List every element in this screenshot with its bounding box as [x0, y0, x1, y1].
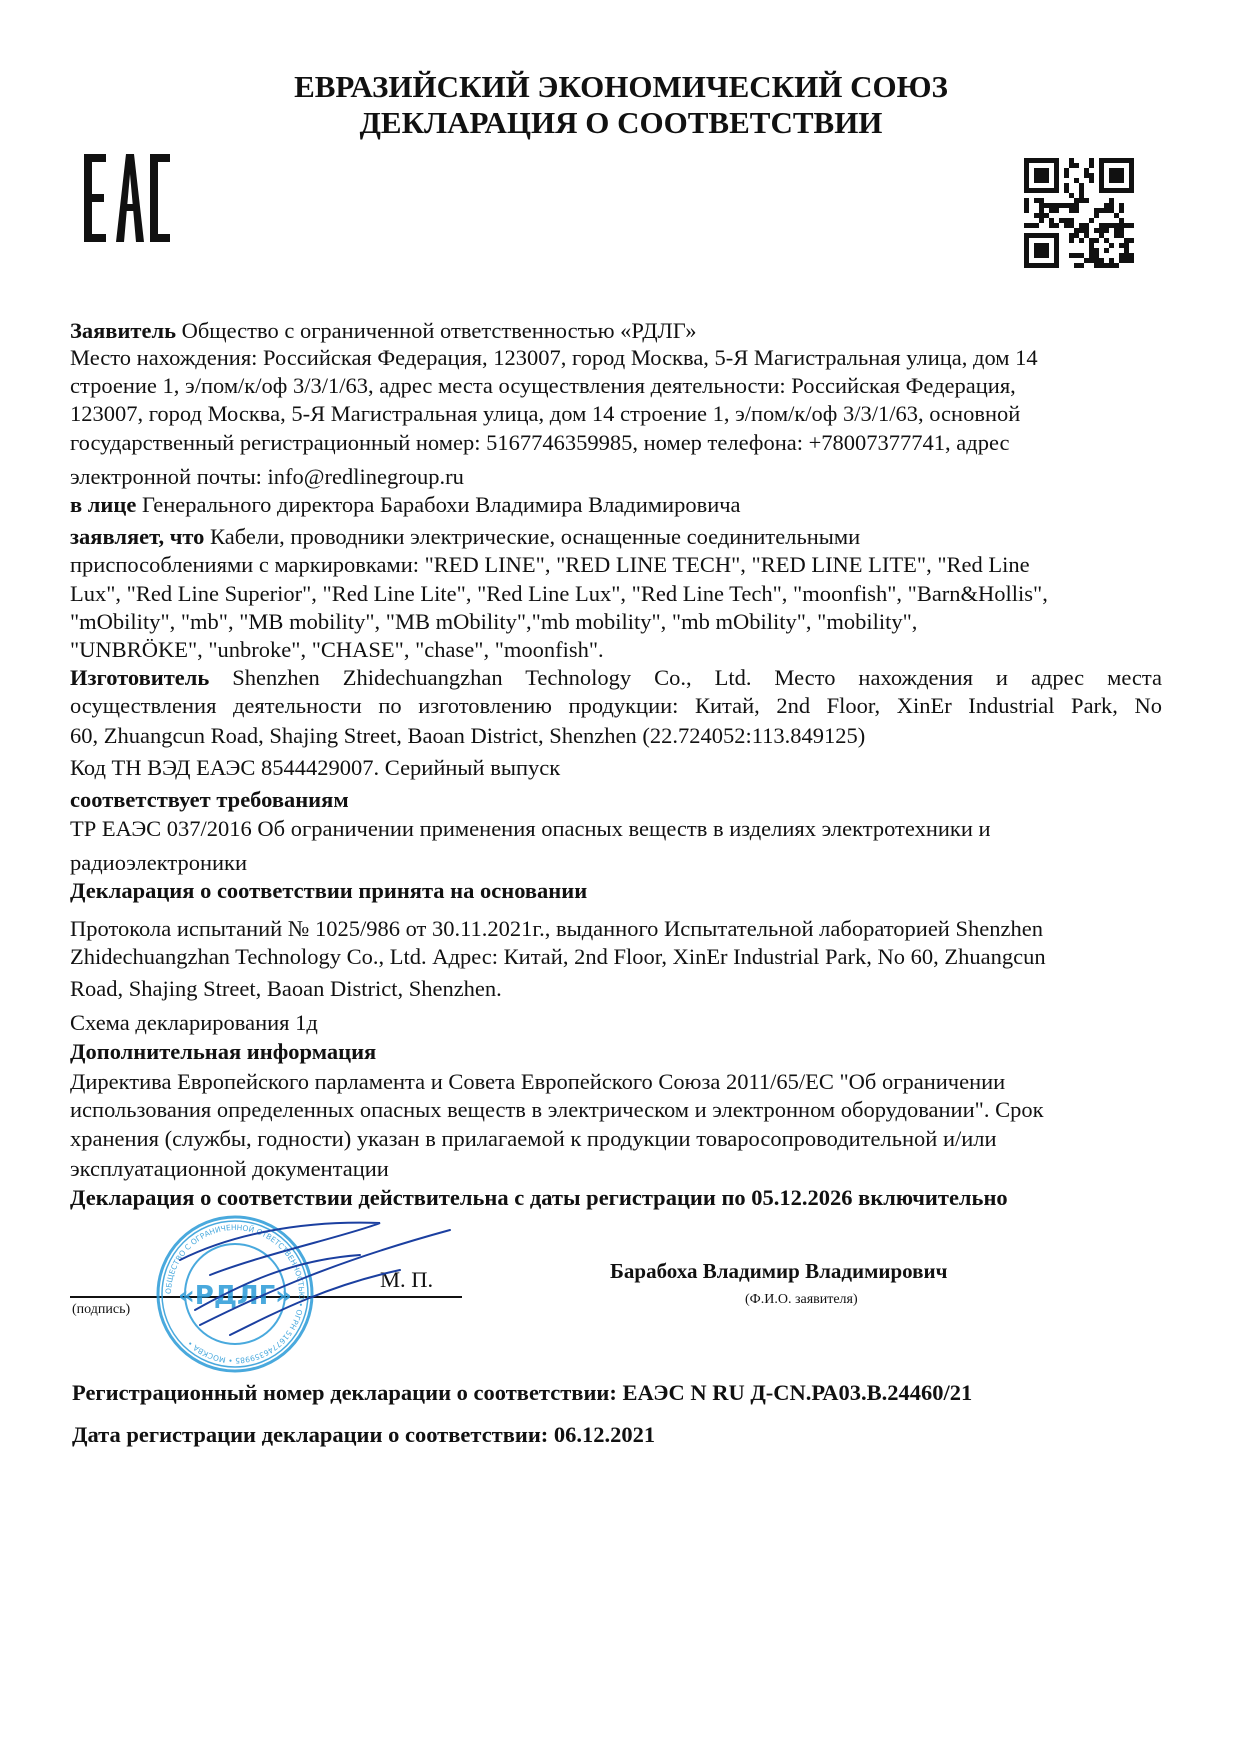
- document-title: ДЕКЛАРАЦИЯ О СООТВЕТСТВИИ: [359, 105, 883, 140]
- applicant-label: Заявитель: [70, 318, 176, 343]
- represented-line: [70, 492, 741, 518]
- union-title: ЕВРАЗИЙСКИЙ ЭКОНОМИЧЕСКИЙ СОЮЗ: [294, 69, 948, 104]
- stamp-ring-text: ОБЩЕСТВО С ОГРАНИЧЕННОЙ ОТВЕТСТВЕННОСТЬЮ • ОГРН 5167746359985 • МОСКВА •: [163, 1222, 307, 1366]
- validity-statement: Декларация о соответствии действительна с даты регистрации по 05.12.2026 включительно: [70, 1185, 1008, 1210]
- registration-number: Регистрационный номер декларации о соответствии: ЕАЭС N RU Д-CN.РА03.В.24460/21: [72, 1380, 973, 1405]
- applicant-email-line: электронной почты: info@redlinegroup.ru: [70, 464, 464, 489]
- represented-label: в лице: [70, 492, 137, 517]
- eac-logo-icon: [84, 154, 170, 242]
- represented-text: Генерального директора Барабохи Владимира Владимировича: [141, 492, 741, 517]
- declares-line: [70, 524, 860, 550]
- product-marks-line: "mObility", "mb", "MB mobility", "MB mObility","mb mobility", "mb mObility", "mobility",: [70, 609, 918, 634]
- additional-line: Директива Европейского парламента и Совета Европейского Союза 2011/65/ЕС "Об ограничении: [70, 1069, 1006, 1094]
- qr-code-icon: [1024, 157, 1134, 269]
- manufacturer-address-line: осуществления деятельности по изготовлению продукции: Китай, 2nd Floor, XinEr Industrial Park, No: [70, 693, 1162, 718]
- applicant-address-line: государственный регистрационный номер: 5167746359985, номер телефона: +78007377741, адрес: [70, 430, 1010, 455]
- protocol-line: Протокола испытаний № 1025/986 от 30.11.2021г., выданного Испытательной лабораторией Shenzhen: [70, 916, 1043, 941]
- stamp-center-text: «РДЛГ»: [178, 1281, 292, 1311]
- applicant-line: [70, 318, 697, 344]
- product-description: Кабели, проводники электрические, оснащенные соединительными: [210, 524, 861, 549]
- conforms-heading: соответствует требованиям: [70, 787, 349, 812]
- product-marks-line: приспособлениями с маркировками: "RED LINE", "RED LINE TECH", "RED LINE LITE", "Red Line: [70, 552, 1030, 577]
- regulation-line: радиоэлектроники: [70, 850, 248, 875]
- applicant-name: Общество с ограниченной ответственностью «РДЛГ»: [181, 318, 697, 343]
- applicant-address-line: Место нахождения: Российская Федерация, 123007, город Москва, 5-Я Магистральная улица, дом 14: [70, 345, 1038, 370]
- registration-date: Дата регистрации декларации о соответствии: 06.12.2021: [72, 1422, 656, 1447]
- declares-label: заявляет, что: [70, 524, 205, 549]
- additional-heading: Дополнительная информация: [70, 1039, 377, 1064]
- basis-heading: Декларация о соответствии принята на основании: [70, 878, 588, 903]
- additional-line: хранения (службы, годности) указан в прилагаемой к продукции товаросопроводительной и/или: [70, 1126, 997, 1151]
- protocol-line: Road, Shajing Street, Baoan District, Shenzhen.: [70, 976, 502, 1001]
- manufacturer-address-line: 60, Zhuangcun Road, Shajing Street, Baoan District, Shenzhen (22.724052:113.849125): [70, 723, 866, 748]
- handwritten-signature-icon: [170, 1215, 470, 1345]
- manufacturer-name: Shenzhen Zhidechuangzhan Technology Co., Ltd. Место нахождения и адрес места: [232, 665, 1162, 690]
- protocol-line: Zhidechuangzhan Technology Co., Ltd. Адрес: Китай, 2nd Floor, XinEr Industrial Park, No 60, Zhuangcun: [70, 944, 1046, 969]
- regulation-line: ТР ЕАЭС 037/2016 Об ограничении применения опасных веществ в изделиях электротехники и: [70, 816, 991, 841]
- signer-name: Барабоха Владимир Владимирович: [610, 1259, 948, 1283]
- signer-name-caption: (Ф.И.О. заявителя): [745, 1292, 858, 1307]
- applicant-address-line: строение 1, э/пом/к/оф 3/3/1/63, адрес места осуществления деятельности: Российская Федерация,: [70, 373, 1016, 398]
- signature-caption: (подпись): [72, 1302, 131, 1317]
- additional-line: использования определенных опасных веществ в электрическом и электронном оборудовании". Срок: [70, 1097, 1044, 1122]
- hs-code: Код ТН ВЭД ЕАЭС 8544429007. Серийный выпуск: [70, 755, 561, 780]
- applicant-address-line: 123007, город Москва, 5-Я Магистральная улица, дом 14 строение 1, э/пом/к/оф 3/3/1/63, основной: [70, 401, 1021, 426]
- declaration-scheme: Схема декларирования 1д: [70, 1010, 318, 1035]
- product-marks-line: "UNBRÖKE", "unbroke", "CHASE", "chase", "moonfish".: [70, 637, 604, 662]
- manufacturer-label: Изготовитель: [70, 665, 210, 690]
- additional-line: эксплуатационной документации: [70, 1156, 389, 1181]
- seal-place-label: М. П.: [380, 1267, 434, 1292]
- manufacturer-line: [70, 665, 1162, 691]
- product-marks-line: Lux", "Red Line Superior", "Red Line Lite", "Red Line Lux", "Red Line Tech", "moonfish", "Barn&Hollis",: [70, 581, 1048, 606]
